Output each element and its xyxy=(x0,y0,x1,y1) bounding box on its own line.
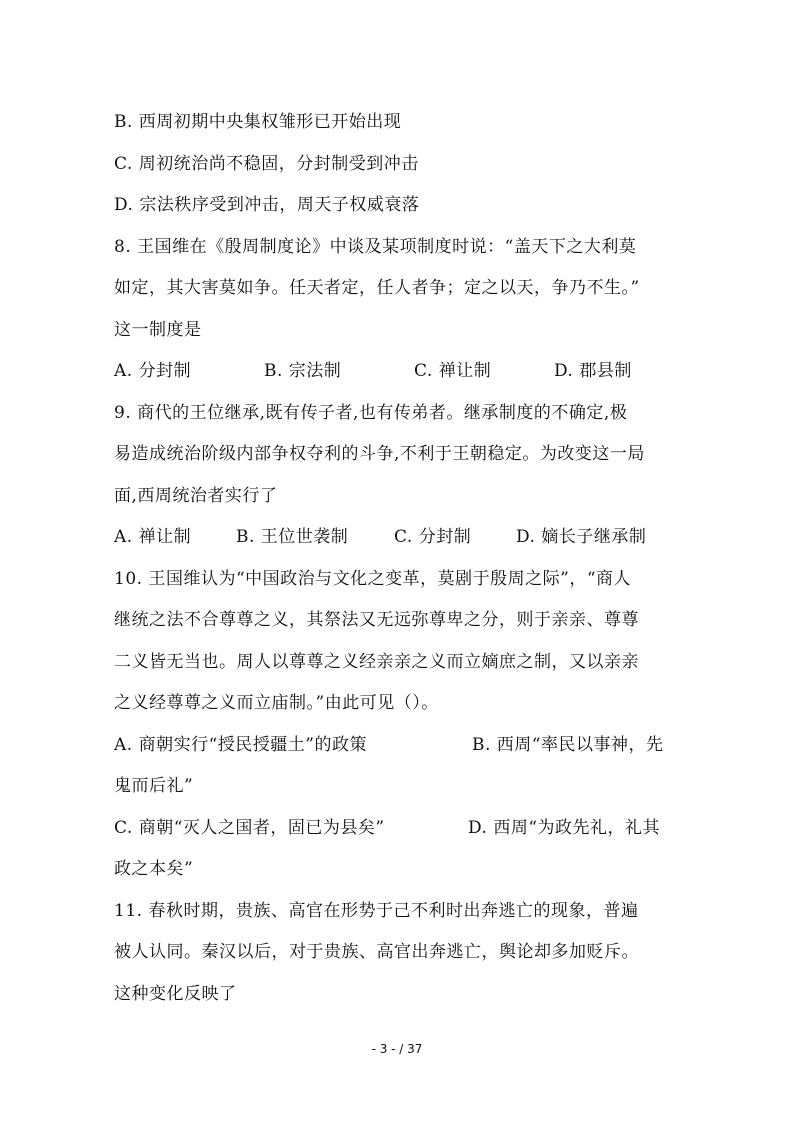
q9-stem-line-2: 易造成统治阶级内部争权夺利的斗争,不利于王朝稳定。为改变这一局 xyxy=(114,444,645,464)
q7-option-c: C. 周初统治尚不稳固，分封制受到冲击 xyxy=(114,154,419,174)
q7-option-b: B. 西周初期中央集权雏形已开始出现 xyxy=(114,112,402,132)
q8-stem-line-3: 这一制度是 xyxy=(114,320,202,340)
q9-stem-line-3: 面,西周统治者实行了 xyxy=(114,486,278,506)
page-number: - 3 - / 37 xyxy=(371,1042,423,1056)
q8-option-d: D. 郡县制 xyxy=(554,361,632,381)
q8-option-b: B. 宗法制 xyxy=(264,361,342,381)
q8-option-a: A. 分封制 xyxy=(114,361,192,381)
q10-stem-line-1: 10. 王国维认为“中国政治与文化之变革，莫剧于殷周之际”，“商人 xyxy=(114,569,632,589)
q8-stem-line-2: 如定，其大害莫如争。任天者定，任人者争；定之以天，争乃不生。” xyxy=(114,278,640,298)
q10-option-a: A. 商朝实行“授民授疆土”的政策 xyxy=(114,735,367,755)
q11-stem-line-3: 这种变化反映了 xyxy=(114,984,237,1004)
q10-option-d: D. 西周“为政先礼，礼其 xyxy=(468,818,661,838)
q11-stem-line-2: 被人认同。秦汉以后，对于贵族、高官出奔逃亡，舆论却多加贬斥。 xyxy=(114,942,639,962)
q9-option-a: A. 禅让制 xyxy=(114,527,192,547)
q10-option-b-cont: 鬼而后礼” xyxy=(114,776,194,796)
q9-option-c: C. 分封制 xyxy=(394,527,472,547)
q8-stem-line-1: 8. 王国维在《殷周制度论》中谈及某项制度时说：“盖天下之大利莫 xyxy=(114,237,637,257)
q10-option-d-cont: 政之本矣” xyxy=(114,859,194,879)
q10-stem-line-2: 继统之法不合尊尊之义，其祭法又无远弥尊卑之分，则于亲亲、尊尊 xyxy=(114,610,639,630)
q8-option-c: C. 禅让制 xyxy=(414,361,492,381)
q11-stem-line-1: 11. 春秋时期，贵族、高官在形势于己不利时出奔逃亡的现象，普遍 xyxy=(114,901,639,921)
q9-option-b: B. 王位世袭制 xyxy=(236,527,349,547)
q10-stem-line-3: 二义皆无当也。周人以尊尊之义经亲亲之义而立嫡庶之制，又以亲亲 xyxy=(114,652,639,672)
q10-stem-line-4: 之义经尊尊之义而立庙制。”由此可见（）。 xyxy=(114,693,439,713)
q10-option-b: B. 西周“率民以事神，先 xyxy=(472,735,664,755)
q9-option-d: D. 嫡长子继承制 xyxy=(516,527,647,547)
q7-option-d: D. 宗法秩序受到冲击，周天子权威衰落 xyxy=(114,195,420,215)
q10-option-c: C. 商朝“灭人之国者，固已为县矣” xyxy=(114,818,385,838)
q9-stem-line-1: 9. 商代的王位继承,既有传子者,也有传弟者。继承制度的不确定,极 xyxy=(114,403,628,423)
